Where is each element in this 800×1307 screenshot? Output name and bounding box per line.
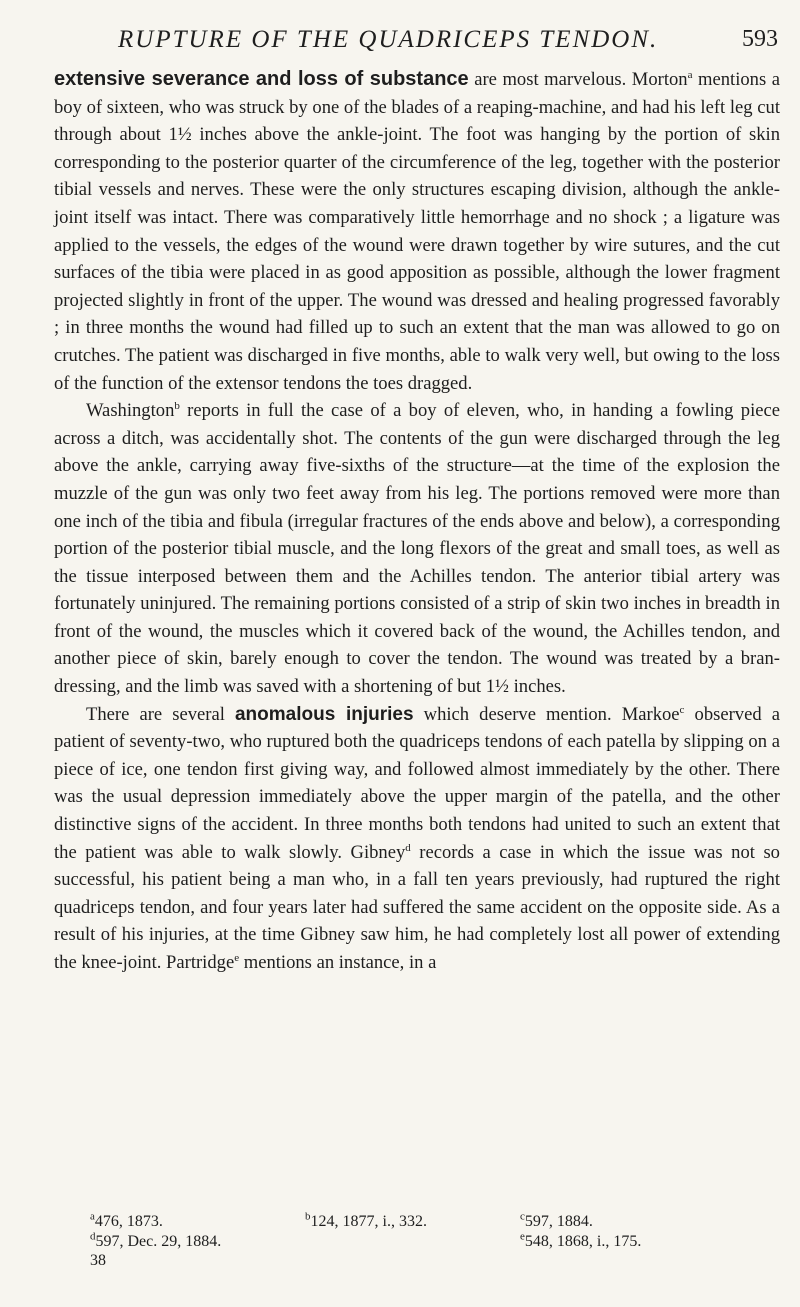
footnote-mark: a (90, 1210, 95, 1223)
paragraph-text: observed a patient of seventy-two, who ruptured both the quadriceps tendons of each patella by slipping on a piece of ice, one tendon first giving way, and followed almost immediately by the other. There was the usual depression immediately above the upper margin of the patella, and the other distinctive signs of the accident. In three months both tendons had united to such an extent that the patient was able to walk slowly. Gibney (54, 703, 780, 863)
footnote-text: 548, 1868, i., 175. (524, 1233, 642, 1250)
footnote-text: 476, 1873. (94, 1213, 163, 1230)
author-name: Washington (86, 400, 175, 422)
paragraph-text: which deserve mention. Markoe (413, 703, 680, 725)
footnote-mark: e (520, 1230, 525, 1243)
paragraph-text: reports in full the case of a boy of eleven, who, in handing a fowling piece across a ditch, was accidentally shot. The contents of the gun were discharged through the leg above the ankle, carrying away five-sixths of the structure—at the time of the explosion the muzzle of the gun was only two feet away from his leg. The portions removed were more than one inch of the tibia and fibula (irregular fractures of the ends above and below), a corresponding portion of the posterior tibial muscle, and the long flexors of the great and small toes, as well as the tissue interposed between them and the Achilles tendon. The anterior tibial artery was fortunately uninjured. The remaining portions consisted of a strip of skin two inches in breadth in front of the wound, the muscles which it covered back of the wound, the Achilles tendon, and another piece of skin, barely enough to cover the tendon. The wound was treated by a bran-dressing, and the limb was saved with a shortening of but 1½ inches. (54, 400, 780, 698)
footnote-text: 597, 1884. (524, 1213, 593, 1230)
page-number: 593 (742, 26, 778, 52)
footnote-ref-b: b (174, 399, 180, 412)
paragraph-2 (54, 397, 780, 701)
footnote-mark: b (305, 1210, 311, 1223)
paragraph-text: There are several (86, 703, 235, 725)
footnote-row (90, 1232, 730, 1252)
paragraph-text: mentions an instance, in a (239, 952, 437, 973)
footnote-e (520, 1232, 730, 1252)
paragraph-text: are most marvelous. Morton (468, 69, 688, 90)
footnote-ref-a: a (687, 68, 693, 81)
footnote-b (305, 1212, 520, 1232)
footnote-ref-e: e (234, 951, 240, 964)
footnote-c (520, 1212, 730, 1232)
running-title: RUPTURE OF THE QUADRICEPS TENDON. (118, 26, 659, 53)
footnote-ref-d: d (405, 841, 411, 854)
footnote-spacer (305, 1232, 520, 1252)
footnote-a (90, 1212, 305, 1232)
paragraph-text: mentions a boy of sixteen, who was struck by one of the blades of a reaping-machine, and had his left leg cut through about 1½ inches above the ankle-joint. The foot was hanging by the portion of skin corresponding to the posterior quarter of the circumference of the leg, together with the posterior tibial vessels and nerves. These were the only structures escaping division, although the ankle-joint itself was intact. There was comparatively little hemorrhage and no shock ; a ligature was applied to the vessels, the edges of the wound were drawn together by wire sutures, and the cut surfaces of the tibia were placed in as good apposition as possible, although the lower fragment projected slightly in front of the upper. The wound was dressed and healing progressed favorably ; in three months the wound had filled up to such an extent that the man was allowed to go on crutches. The patient was discharged in five months, able to walk very well, but owing to the loss of the function of the extensor tendons the toes dragged. (54, 69, 780, 394)
footnotes (90, 1212, 730, 1252)
footnote-text: 124, 1877, i., 332. (310, 1213, 427, 1230)
footnote-row (90, 1212, 730, 1232)
footnote-d (90, 1232, 305, 1252)
run-in-heading: anomalous injuries (234, 703, 414, 725)
footnote-mark: d (90, 1230, 96, 1243)
paragraph-lead: extensive severance and loss of substance (54, 68, 469, 90)
signature-mark: 38 (90, 1252, 106, 1269)
body-text (54, 66, 780, 977)
paragraph-3 (54, 701, 780, 977)
footnote-mark: c (520, 1210, 525, 1223)
paragraph-1 (54, 66, 780, 397)
footnote-text: 597, Dec. 29, 1884. (95, 1233, 222, 1250)
running-head (0, 18, 800, 58)
paragraph-text: records a case in which the issue was not so successful, his patient being a man who, in a fall ten years previously, had ruptured the right quadriceps tendon, and four years later had suffered the same accident on the opposite side. As a result of his injuries, at the time Gibney saw him, he had completely lost all power of extending the knee-joint. Partridge (54, 841, 780, 973)
footnote-ref-c: c (679, 703, 685, 716)
